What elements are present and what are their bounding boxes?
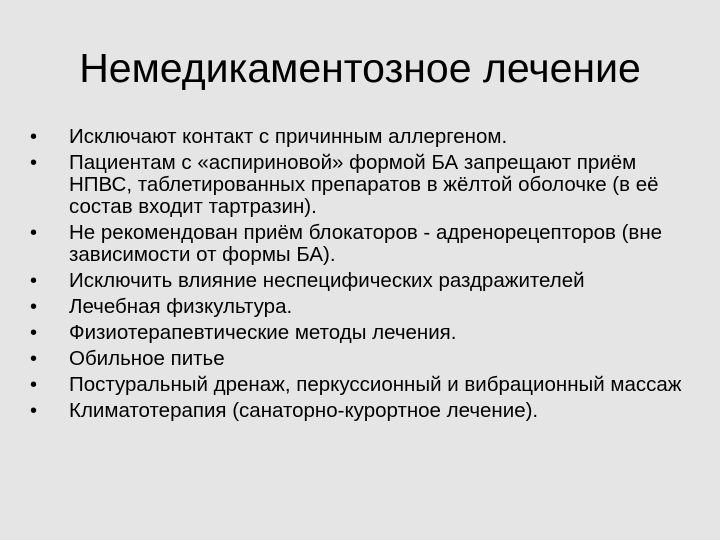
bullet-marker: • bbox=[30, 126, 38, 148]
list-item-text: Пациентам с «аспириновой» формой БА запрещают приём НПВС, таблетированных препаратов в жёлтой оболочке (в её состав входит тартразин). bbox=[69, 151, 659, 218]
list-item-text: Лечебная физкультура. bbox=[69, 295, 293, 318]
list-item-text: Климатотерапия (санаторно-курортное лечение). bbox=[69, 399, 539, 422]
bullet-marker: • bbox=[30, 152, 38, 174]
bullet-marker: • bbox=[30, 374, 38, 396]
list-item bbox=[30, 322, 700, 344]
list-item bbox=[30, 348, 700, 370]
list-item bbox=[30, 270, 700, 292]
list-item-text: Физиотерапевтические методы лечения. bbox=[69, 321, 457, 344]
bullet-marker: • bbox=[30, 296, 38, 318]
bullet-marker: • bbox=[30, 400, 38, 422]
slide-title: Немедикаментозное лечение bbox=[79, 45, 641, 91]
bullet-marker: • bbox=[30, 270, 38, 292]
bullet-marker: • bbox=[30, 222, 38, 244]
list-item bbox=[30, 126, 700, 148]
list-item-text: Обильное питье bbox=[69, 347, 225, 370]
bullet-marker: • bbox=[30, 348, 38, 370]
bullet-list bbox=[30, 126, 700, 426]
list-item bbox=[30, 400, 700, 422]
bullet-marker: • bbox=[30, 322, 38, 344]
list-item bbox=[30, 152, 700, 218]
list-item-text: Исключить влияние неспецифических раздражителей bbox=[69, 269, 585, 292]
list-item bbox=[30, 222, 700, 266]
list-item bbox=[30, 374, 700, 396]
list-item-text: Постуральный дренаж, перкуссионный и вибрационный массаж bbox=[69, 373, 682, 396]
list-item bbox=[30, 296, 700, 318]
list-item-text: Исключают контакт с причинным аллергеном. bbox=[69, 125, 508, 148]
list-item-text: Не рекомендован приём блокаторов - адренорецепторов (вне зависимости от формы БА). bbox=[69, 221, 663, 266]
